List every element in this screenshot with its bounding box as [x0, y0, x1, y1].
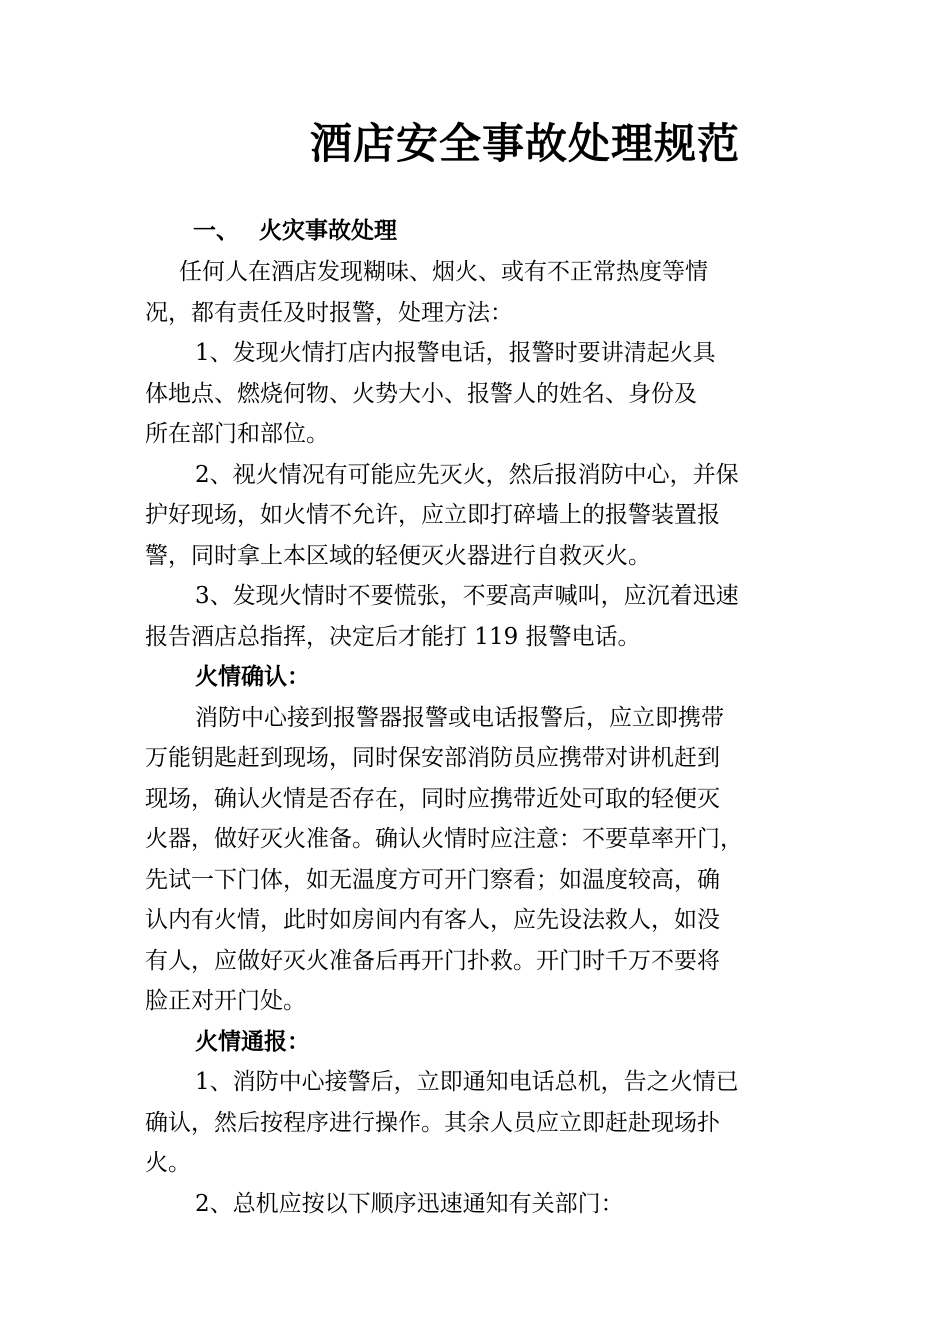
paragraph-line: 认内有火情，此时如房间内有客人，应先设法救人，如没 — [145, 907, 720, 933]
paragraph-line: 有人，应做好灭火准备后再开门扑救。开门时千万不要将 — [145, 947, 720, 974]
paragraph-line: 火器，做好灭火准备。确认火情时应注意：不要草率开门， — [145, 826, 743, 852]
paragraph-line: 3、发现火情时不要慌张，不要高声喊叫，应沉着迅速 — [195, 583, 739, 609]
paragraph-line: 况，都有责任及时报警，处理方法： — [145, 299, 513, 326]
paragraph-line: 1、消防中心接警后，立即通知电话总机，告之火情已 — [195, 1069, 739, 1095]
paragraph-line: 火。 — [145, 1150, 191, 1176]
section-body — [145, 252, 805, 1224]
paragraph-line: 护好现场，如火情不允许，应立即打碎墙上的报警装置报 — [145, 502, 720, 528]
item1-paragraph — [145, 333, 805, 455]
document-title: 酒店安全事故处理规范 — [309, 119, 740, 168]
paragraph-line: 体地点、燃烧何物、火势大小、报警人的姓名、身份及 — [145, 380, 697, 407]
item3-paragraph — [145, 576, 805, 657]
report-heading: 火情通报： — [195, 1027, 310, 1055]
section-heading — [193, 214, 397, 248]
paragraph-line: 2、视火情况有可能应先灭火，然后报消防中心，并保 — [195, 461, 739, 488]
paragraph-line: 所在部门和部位。 — [145, 421, 329, 447]
paragraph-line: 2、总机应按以下顺序迅速通知有关部门： — [195, 1190, 624, 1217]
paragraph-line: 脸正对开门处。 — [145, 988, 306, 1014]
paragraph-line: 先试一下门体，如无温度方可开门察看；如温度较高，确 — [145, 866, 720, 893]
report-item2-paragraph — [145, 1184, 805, 1225]
item2-paragraph — [145, 455, 805, 577]
intro-paragraph — [145, 252, 805, 333]
paragraph-line: 现场，确认火情是否存在，同时应携带近处可取的轻便灭 — [145, 785, 720, 812]
paragraph-line: 警，同时拿上本区域的轻便灭火器进行自救灭火。 — [145, 542, 651, 569]
paragraph-line: 万能钥匙赶到现场，同时保安部消防员应携带对讲机赶到 — [145, 745, 720, 771]
confirm-heading: 火情确认： — [195, 663, 310, 690]
section-heading-text: 火灾事故处理 — [259, 217, 397, 244]
paragraph-line: 确认，然后按程序进行操作。其余人员应立即赶赴现场扑 — [145, 1109, 720, 1136]
section-number: 一、 — [193, 217, 239, 244]
paragraph-line: 1、发现火情打店内报警电话，报警时要讲清起火具 — [195, 340, 716, 366]
paragraph-line: 报告酒店总指挥，决定后才能打 119 报警电话。 — [145, 623, 641, 650]
confirm-paragraph — [145, 698, 805, 1022]
report-item1-paragraph — [145, 1062, 805, 1184]
paragraph-line: 消防中心接到报警器报警或电话报警后，应立即携带 — [195, 704, 724, 731]
paragraph-line: 任何人在酒店发现糊味、烟火、或有不正常热度等情 — [179, 259, 708, 285]
